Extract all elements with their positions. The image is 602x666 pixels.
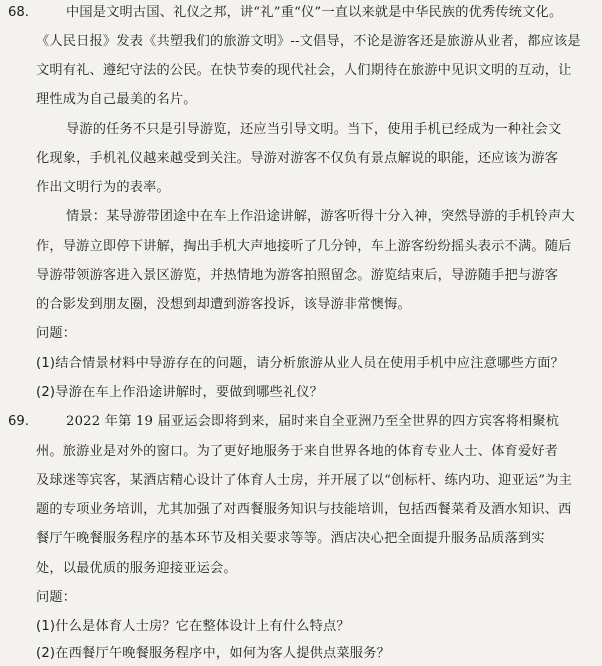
q69-subquestion-1: (1)什么是体育人士房？它在整体设计上有什么特点？ xyxy=(36,619,350,634)
q69-line: 及球迷等宾客，某酒店精心设计了体育人士房，并开展了以“创标杆、练内功、迎亚运”为主 xyxy=(36,473,572,488)
q69-line: 州。旅游业是对外的窗口。为了更好地服务于来自世界各地的体育专业人士、体育爱好者 xyxy=(36,444,559,459)
q68-line: 情景：某导游带团途中在车上作沿途讲解，游客听得十分入神，突然导游的手机铃声大 xyxy=(66,209,575,224)
q69-subquestion-2: (2)在西餐厅午晚餐服务程序中，如何为客人提供点菜服务？ xyxy=(36,646,390,661)
q68-line: 中国是文明古国、礼仪之邦，讲“礼”重“仪”一直以来就是中华民族的优秀传统文化。 xyxy=(66,5,563,20)
q68-line: 导游的任务不只是引导游览，还应当引导文明。当下，使用手机已经成为一种社会文 xyxy=(66,122,562,137)
q68-subquestion-1: (1)结合情景材料中导游存在的问题，请分析旅游从业人员在使用手机中应注意哪些方面？ xyxy=(36,356,565,371)
question-number-69: 69. xyxy=(8,414,29,429)
q68-line: 《人民日报》发表《共塑我们的旅游文明》--文倡导，不论是游客还是旅游从业者，都应该是 xyxy=(36,34,581,49)
question-number-68: 68. xyxy=(8,5,29,20)
q68-line: 作出文明行为的表率。 xyxy=(36,180,170,195)
q68-subquestion-2: (2)导游在车上作沿途讲解时，要做到哪些礼仪？ xyxy=(36,385,324,400)
q69-line: 2022 年第 19 届亚运会即将到来，届时来自全亚洲乃至全世界的四方宾客将相聚杭 xyxy=(66,414,560,429)
q69-line: 题的专项业务培训，尤其加强了对西餐服务知识与技能培训，包括西餐菜肴及酒水知识、西 xyxy=(36,502,572,517)
q69-line: 处，以最优质的服务迎接亚运会。 xyxy=(36,561,237,576)
q68-line: 作，导游立即停下讲解，掏出手机大声地接听了几分钟，车上游客纷纷摇头表示不满。随后 xyxy=(36,239,572,254)
q68-line: 的合影发到朋友圈，没想到却遭到游客投诉，该导游非常懊悔。 xyxy=(36,297,411,312)
q68-question-label: 问题： xyxy=(36,326,77,341)
q68-line: 化现象，手机礼仪越来越受到关注。导游对游客不仅负有景点解说的职能，还应该为游客 xyxy=(36,151,559,166)
q69-line: 餐厅午晚餐服务程序的基本环节及相关要求等等。酒店决心把全面提升服务品质落到实 xyxy=(36,531,545,546)
q69-question-label: 问题： xyxy=(36,590,77,605)
q68-line: 导游带领游客进入景区游览，并热情地为游客拍照留念。游览结束后，导游随手把与游客 xyxy=(36,268,559,283)
q68-line: 文明有礼、遵纪守法的公民。在快节奏的现代社会，人们期待在旅游中见识文明的互动，让 xyxy=(36,63,572,78)
q68-line: 理性成为自己最美的名片。 xyxy=(36,92,197,107)
